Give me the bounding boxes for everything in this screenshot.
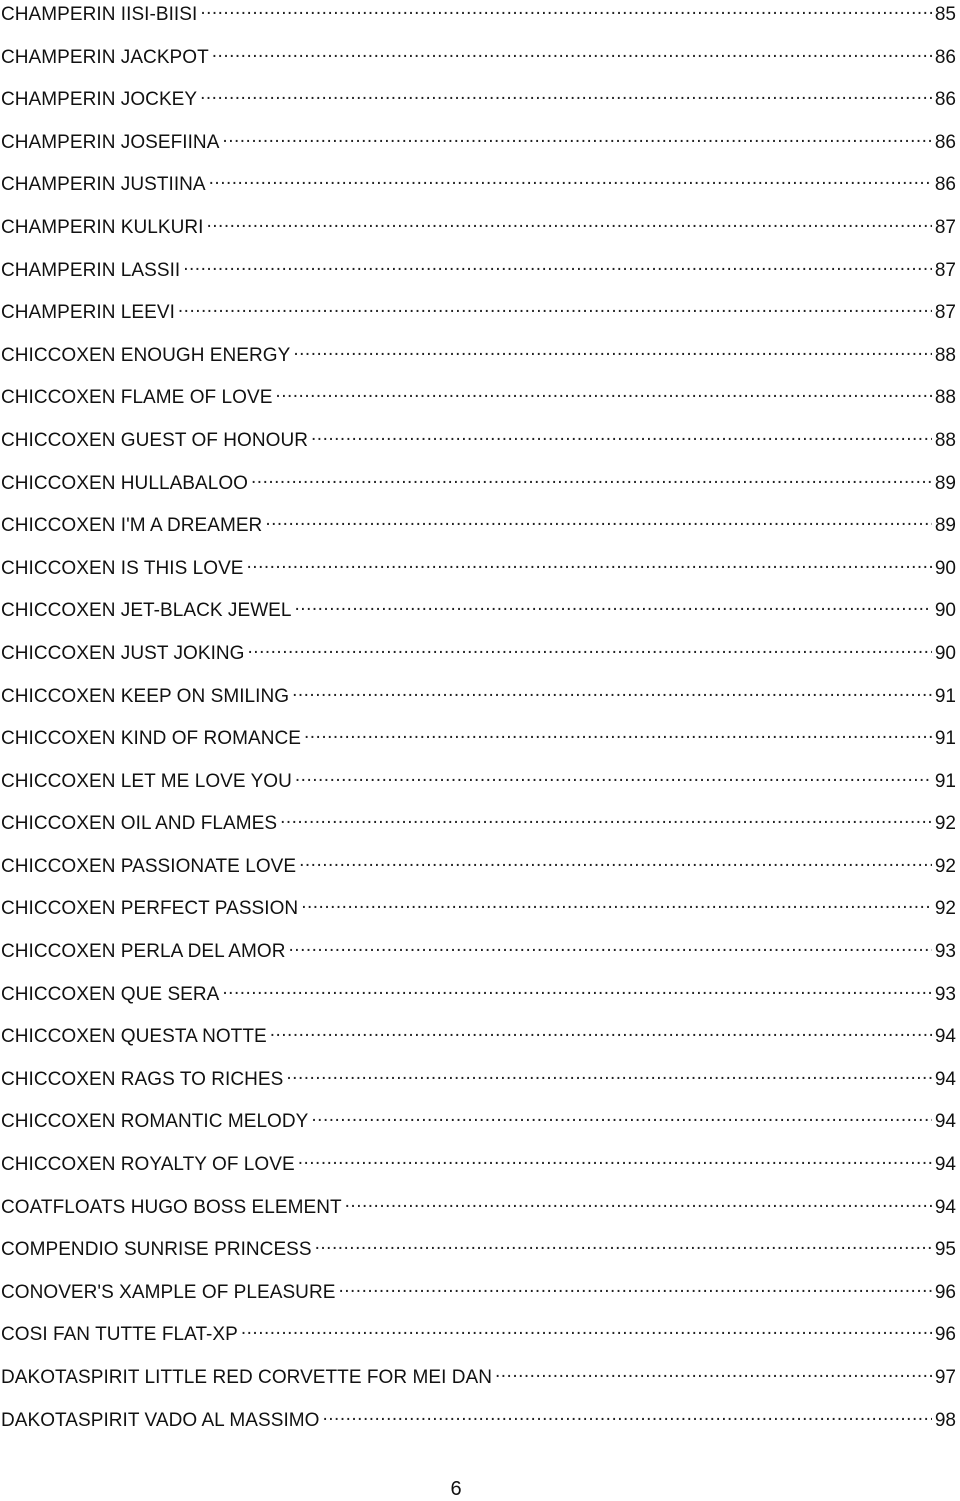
toc-entry-title: DAKOTASPIRIT LITTLE RED CORVETTE FOR MEI DAN: [1, 1367, 492, 1388]
toc-entry-page: 87: [934, 259, 956, 281]
toc-dot-leader: [265, 509, 932, 531]
toc-entry-page: 94: [934, 1154, 956, 1176]
toc-dot-leader: [209, 168, 932, 190]
toc-entry-page: 92: [934, 898, 956, 920]
toc-entry-title: CHAMPERIN LASSII: [1, 259, 181, 281]
toc-entry[interactable]: [0, 211, 960, 254]
toc-entry[interactable]: [0, 1404, 960, 1447]
toc-entry[interactable]: [0, 83, 960, 126]
toc-entry-title: CHICCOXEN PERFECT PASSION: [1, 898, 299, 920]
toc-entry[interactable]: [0, 424, 960, 467]
toc-entry-title: CHAMPERIN JACKPOT: [1, 46, 209, 68]
toc-entry-page: 88: [934, 387, 956, 409]
toc-dot-leader: [311, 1105, 931, 1127]
toc-dot-leader: [293, 339, 932, 361]
toc-entry-page: 86: [934, 46, 956, 68]
toc-entry-page: 87: [934, 216, 956, 238]
toc-dot-leader: [495, 1361, 932, 1383]
toc-dot-leader: [178, 296, 932, 318]
toc-entry-title: CHICCOXEN JUST JOKING: [1, 642, 245, 664]
toc-entry[interactable]: [0, 552, 960, 595]
toc-entry[interactable]: [0, 467, 960, 510]
toc-dot-leader: [311, 424, 932, 446]
toc-dot-leader: [338, 1276, 931, 1298]
toc-entry[interactable]: [0, 296, 960, 339]
toc-dot-leader: [292, 680, 932, 702]
toc-entry-page: 92: [934, 855, 956, 877]
toc-entry[interactable]: [0, 126, 960, 169]
toc-entry-title: COATFLOATS HUGO BOSS ELEMENT: [1, 1196, 342, 1218]
toc-entry-page: 96: [934, 1324, 956, 1346]
toc-entry-page: 88: [934, 429, 956, 451]
toc-dot-leader: [200, 0, 932, 20]
toc-entry-page: 87: [934, 302, 956, 324]
toc-entry-page: 91: [934, 685, 956, 707]
toc-entry[interactable]: [0, 339, 960, 382]
toc-entry-page: 93: [934, 941, 956, 963]
toc-entry[interactable]: [0, 978, 960, 1021]
toc-entry-title: CHICCOXEN PERLA DEL AMOR: [1, 941, 286, 963]
toc-dot-leader: [247, 552, 932, 574]
toc-entry[interactable]: [0, 254, 960, 297]
toc-dot-leader: [251, 467, 932, 489]
toc-entry-title: CHICCOXEN QUE SERA: [1, 983, 220, 1005]
toc-entry-title: CHICCOXEN FLAME OF LOVE: [1, 387, 273, 409]
toc-entry-title: CHAMPERIN IISI-BIISI: [1, 4, 198, 25]
toc-entry[interactable]: [0, 892, 960, 935]
toc-dot-leader: [222, 978, 931, 1000]
toc-entry[interactable]: [0, 1063, 960, 1106]
toc-dot-leader: [280, 807, 932, 829]
toc-entry-title: CHICCOXEN ROMANTIC MELODY: [1, 1111, 309, 1133]
toc-dot-leader: [275, 381, 931, 403]
toc-entry[interactable]: [0, 0, 960, 41]
toc-dot-leader: [289, 935, 932, 957]
toc-dot-leader: [295, 594, 932, 616]
toc-dot-leader: [248, 637, 932, 659]
toc-entry-page: 93: [934, 983, 956, 1005]
toc-entry-page: 95: [934, 1239, 956, 1261]
toc-entry-page: 94: [934, 1068, 956, 1090]
toc-entry[interactable]: [0, 722, 960, 765]
toc-dot-leader: [345, 1191, 932, 1213]
toc-entry-page: 85: [934, 4, 956, 25]
toc-dot-leader: [212, 41, 932, 63]
toc-entry-title: CHICCOXEN IS THIS LOVE: [1, 557, 244, 579]
toc-entry-title: CHICCOXEN KIND OF ROMANCE: [1, 728, 301, 750]
toc-entry-page: 89: [934, 515, 956, 537]
toc-entry-title: CHICCOXEN ROYALTY OF LOVE: [1, 1154, 295, 1176]
toc-entry-page: 96: [934, 1281, 956, 1303]
toc-entry-title: COSI FAN TUTTE FLAT-XP: [1, 1324, 238, 1346]
toc-entry[interactable]: [0, 594, 960, 637]
toc-entry-title: CHICCOXEN ENOUGH ENERGY: [1, 344, 291, 366]
toc-dot-leader: [270, 1020, 932, 1042]
toc-entry-page: 91: [934, 770, 956, 792]
toc-entry-page: 94: [934, 1026, 956, 1048]
toc-entry-page: 91: [934, 728, 956, 750]
toc-entry-page: 92: [934, 813, 956, 835]
toc-dot-leader: [286, 1063, 931, 1085]
toc-entry-page: 86: [934, 131, 956, 153]
toc-dot-leader: [295, 765, 932, 787]
toc-dot-leader: [222, 126, 931, 148]
toc-entry[interactable]: [0, 1105, 960, 1148]
toc-entry-page: 97: [934, 1367, 956, 1388]
toc-entry-title: CHICCOXEN OIL AND FLAMES: [1, 813, 278, 835]
toc-entry[interactable]: [0, 765, 960, 808]
toc-entry[interactable]: [0, 807, 960, 850]
toc-entry[interactable]: [0, 41, 960, 84]
toc-entry[interactable]: [0, 637, 960, 680]
toc-dot-leader: [299, 850, 932, 872]
toc-entry[interactable]: [0, 1233, 960, 1276]
toc-entry-title: CHAMPERIN LEEVI: [1, 302, 175, 324]
toc-entry[interactable]: [0, 381, 960, 424]
toc-entry-page: 90: [934, 557, 956, 579]
toc-entry-title: CHICCOXEN HULLABALOO: [1, 472, 249, 494]
toc-dot-leader: [301, 892, 932, 914]
toc-entry-page: 86: [934, 174, 956, 196]
toc-entry-title: CHICCOXEN GUEST OF HONOUR: [1, 429, 309, 451]
toc-dot-leader: [207, 211, 932, 233]
toc-entry[interactable]: [0, 168, 960, 211]
toc-dot-leader: [183, 254, 932, 276]
toc-entry-page: 94: [934, 1196, 956, 1218]
toc-entry[interactable]: [0, 680, 960, 723]
toc-entry-title: CHICCOXEN PASSIONATE LOVE: [1, 855, 297, 877]
toc-entry[interactable]: [0, 1148, 960, 1191]
toc-dot-leader: [304, 722, 932, 744]
toc-entry-title: CHAMPERIN JOSEFIINA: [1, 131, 220, 153]
toc-entry[interactable]: [0, 509, 960, 552]
toc-entry-title: DAKOTASPIRIT VADO AL MASSIMO: [1, 1409, 320, 1431]
toc-entry[interactable]: [0, 1361, 960, 1404]
toc-entry-page: 94: [934, 1111, 956, 1133]
toc-entry-page: 90: [934, 600, 956, 622]
toc-entry-page: 88: [934, 344, 956, 366]
toc-entry[interactable]: [0, 1191, 960, 1234]
toc-entry-page: 98: [934, 1409, 956, 1431]
toc-entry-title: CHAMPERIN JUSTIINA: [1, 174, 206, 196]
toc-dot-leader: [315, 1233, 932, 1255]
toc-entry-title: CHICCOXEN LET ME LOVE YOU: [1, 770, 292, 792]
toc-entry-title: CONOVER'S XAMPLE OF PLEASURE: [1, 1281, 336, 1303]
toc-entry-title: CHAMPERIN KULKURI: [1, 216, 204, 238]
toc-entry-page: 90: [934, 642, 956, 664]
toc-entry-title: CHICCOXEN KEEP ON SMILING: [1, 685, 290, 707]
toc-entry-title: CHICCOXEN I'M A DREAMER: [1, 515, 263, 537]
toc-entry-title: COMPENDIO SUNRISE PRINCESS: [1, 1239, 312, 1261]
toc-entry-page: 86: [934, 89, 956, 111]
toc-entry-title: CHICCOXEN QUESTA NOTTE: [1, 1026, 267, 1048]
toc-entry[interactable]: [0, 1020, 960, 1063]
toc-dot-leader: [323, 1404, 932, 1426]
toc-dot-leader: [241, 1318, 932, 1340]
toc-entry[interactable]: [0, 850, 960, 893]
toc-entry-title: CHAMPERIN JOCKEY: [1, 89, 198, 111]
toc-entry[interactable]: [0, 935, 960, 978]
toc-entry-page: 89: [934, 472, 956, 494]
toc-dot-leader: [200, 83, 932, 105]
toc-entry[interactable]: [0, 1276, 960, 1319]
page-number: 6: [450, 1478, 462, 1500]
toc-entry-title: CHICCOXEN RAGS TO RICHES: [1, 1068, 284, 1090]
toc-entry[interactable]: [0, 1318, 960, 1361]
toc-dot-leader: [298, 1148, 932, 1170]
toc-entry-title: CHICCOXEN JET-BLACK JEWEL: [1, 600, 292, 622]
